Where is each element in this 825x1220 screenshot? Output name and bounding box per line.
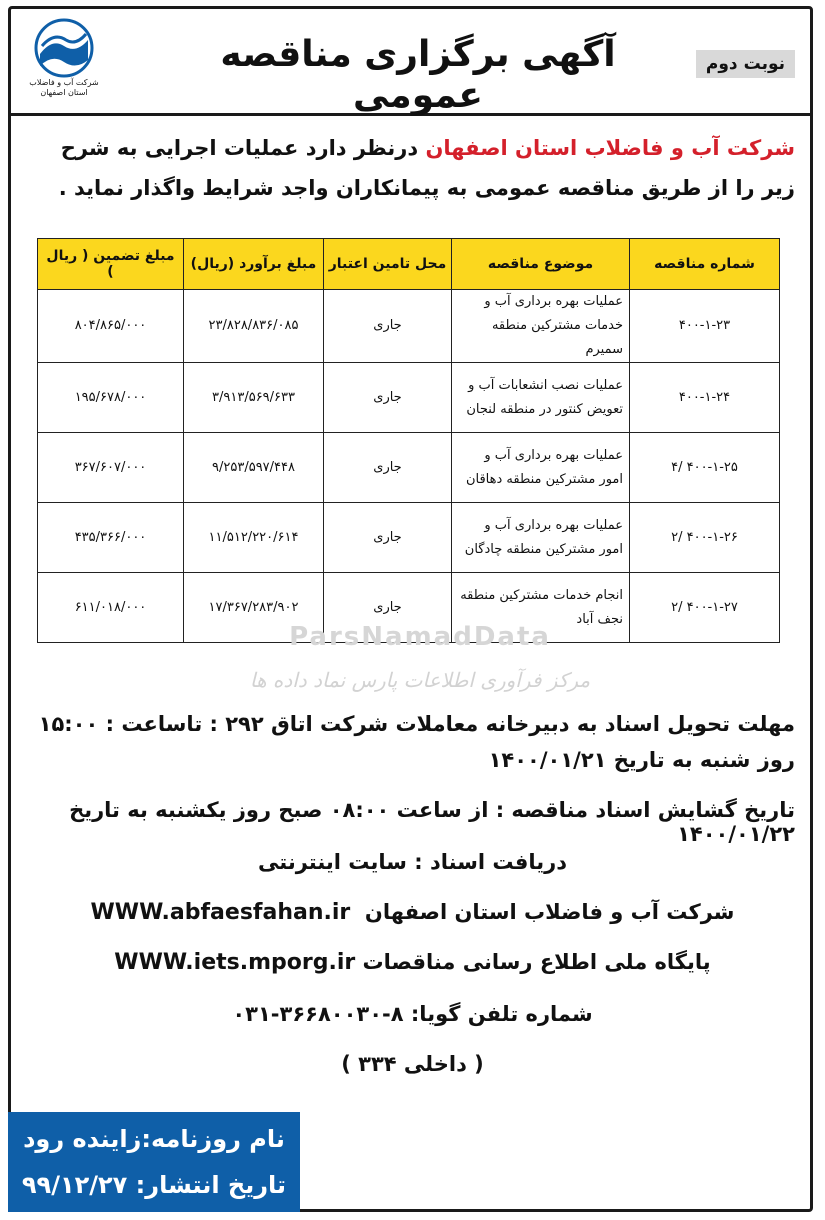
intro-text: درنظر دارد عملیات اجرایی به شرح زیر را از طریق مناقصه عمومی به پیمانکاران واجد شرایط واگذار نماید . [58, 136, 795, 200]
cell-subject: عملیات بهره برداری آب و امور مشترکین منطقه دهاقان [452, 433, 630, 503]
publish-date: تاریخ انتشار: ۹۹/۱۲/۲۷ [21, 1171, 287, 1199]
round-badge: نوبت دوم [696, 50, 795, 78]
cell-number: ۴۰۰-۱-۲۳ [630, 290, 780, 363]
company-site-label: شرکت آب و فاضلاب استان اصفهان [364, 900, 735, 924]
extension-text: ( داخلی ۳۳۴ ) [341, 1052, 484, 1076]
watermark-brand: ParsNamadData [289, 622, 551, 652]
cell-guarantee: ۶۱۱/۰۱۸/۰۰۰ [38, 573, 184, 643]
cell-number: ۴۰۰-۱-۲۴ [630, 363, 780, 433]
cell-funding: جاری [324, 573, 452, 643]
cell-estimate: ۲۳/۸۲۸/۸۳۶/۰۸۵ [184, 290, 324, 363]
cell-guarantee: ۸۰۴/۸۶۵/۰۰۰ [38, 290, 184, 363]
cell-guarantee: ۱۹۵/۶۷۸/۰۰۰ [38, 363, 184, 433]
cell-subject: عملیات نصب انشعابات آب و تعویض کنتور در منطقه لنجان [452, 363, 630, 433]
header-guarantee: مبلغ تضمین ( ریال ) [38, 239, 184, 290]
company-site-link[interactable]: WWW.abfaesfahan.ir [90, 900, 351, 925]
cell-number: ۴۰۰-۱-۲۵ /۴ [630, 433, 780, 503]
deadline-text: مهلت تحویل اسناد به دبیرخانه معاملات شرکت اتاق ۲۹۲ : تاساعت : ۱۵:۰۰ روز شنبه به تاریخ ۱۴۰۰/۰۱/۲۱ [38, 712, 795, 772]
cell-subject: عملیات بهره برداری آب و امور مشترکین منطقه چادگان [452, 503, 630, 573]
notice-header [8, 6, 813, 116]
logo-caption [20, 78, 108, 98]
cell-funding: جاری [324, 433, 452, 503]
intro-paragraph [30, 128, 795, 208]
national-site-line [30, 950, 795, 975]
cell-funding: جاری [324, 290, 452, 363]
table-row [38, 290, 780, 363]
newspaper-name: نام روزنامه:زاینده رود [23, 1125, 285, 1153]
newspaper-box [8, 1112, 300, 1212]
cell-guarantee: ۴۳۵/۳۶۶/۰۰۰ [38, 503, 184, 573]
logo-caption-line2: استان اصفهان [40, 88, 88, 97]
cell-estimate: ۱۷/۳۶۷/۲۸۳/۹۰۲ [184, 573, 324, 643]
table-row [38, 503, 780, 573]
cell-estimate: ۳/۹۱۳/۵۶۹/۶۳۳ [184, 363, 324, 433]
company-site-line [30, 900, 795, 925]
page-title: آگهی برگزاری مناقصه عمومی [220, 34, 616, 116]
table-row [38, 363, 780, 433]
tenders-table [37, 238, 780, 643]
cell-number: ۴۰۰-۱-۲۷ /۲ [630, 573, 780, 643]
cell-funding: جاری [324, 503, 452, 573]
cell-number: ۴۰۰-۱-۲۶ /۲ [630, 503, 780, 573]
cell-estimate: ۹/۲۵۳/۵۹۷/۴۴۸ [184, 433, 324, 503]
cell-guarantee: ۳۶۷/۶۰۷/۰۰۰ [38, 433, 184, 503]
header-subject: موضوع مناقصه [452, 239, 630, 290]
cell-subject: عملیات بهره برداری آب و خدمات مشترکین منطقه سمیرم [452, 290, 630, 363]
docs-source-text: دریافت اسناد : سایت اینترنتی [258, 850, 567, 874]
company-logo [20, 16, 108, 106]
cell-funding: جاری [324, 363, 452, 433]
header-funding: محل تامین اعتبار [324, 239, 452, 290]
cell-estimate: ۱۱/۵۱۲/۲۲۰/۶۱۴ [184, 503, 324, 573]
phone-text: شماره تلفن گویا: ۸-۳۶۶۸۰۰۳۰-۰۳۱ [232, 1002, 593, 1026]
water-drop-icon [20, 16, 108, 80]
logo-caption-line1: شرکت آب و فاضلاب [29, 78, 99, 87]
header-estimate: مبلغ برآورد (ریال) [184, 239, 324, 290]
intro-org-name: شرکت آب و فاضلاب استان اصفهان [425, 136, 795, 160]
national-site-link[interactable]: WWW.iets.mporg.ir [114, 950, 356, 975]
opening-date-text: تاریخ گشایش اسناد مناقصه : از ساعت ۰۸:۰۰ صبح روز یکشنبه به تاریخ ۱۴۰۰/۰۱/۲۲ [69, 798, 795, 846]
watermark-subtitle: مرکز فرآوری اطلاعات پارس نماد داده ها [249, 668, 591, 692]
national-site-label: پایگاه ملی اطلاع رسانی مناقصات [362, 950, 711, 974]
header-number: شماره مناقصه [630, 239, 780, 290]
cell-subject: انجام خدمات مشترکین منطقه نجف آباد [452, 573, 630, 643]
table-row [38, 433, 780, 503]
table-header-row [38, 239, 780, 290]
